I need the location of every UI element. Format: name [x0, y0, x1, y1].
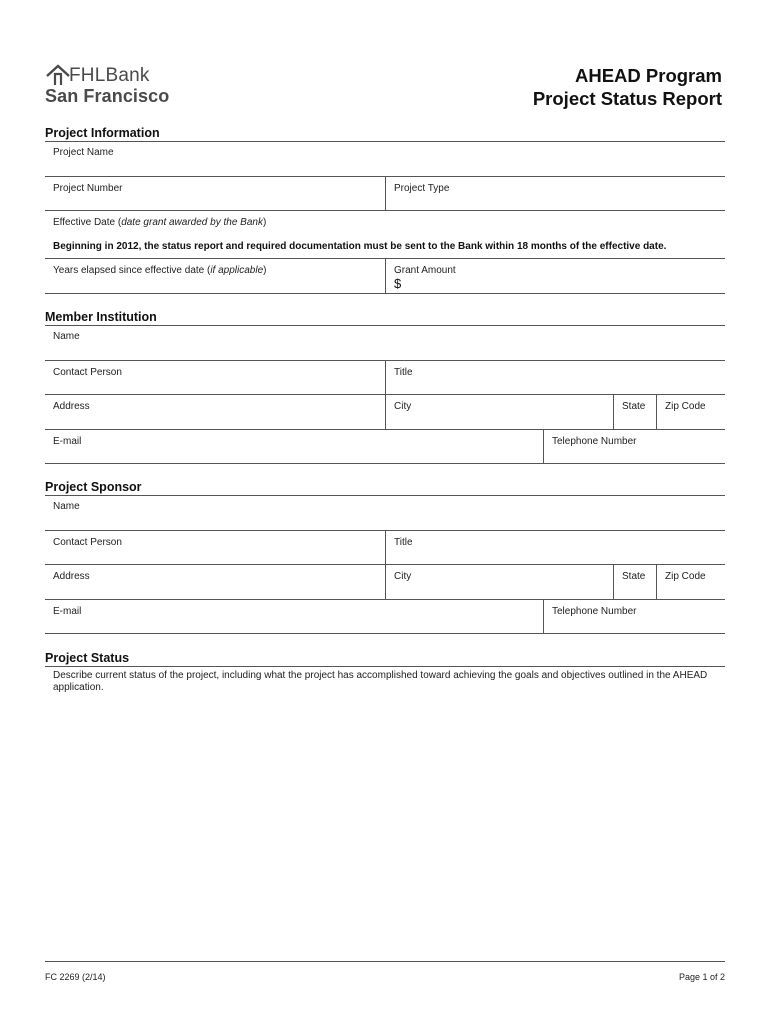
project-name-label: Project Name — [53, 147, 114, 158]
sponsor-contact-person-field[interactable] — [45, 531, 385, 565]
sponsor-zip-label: Zip Code — [665, 571, 706, 582]
project-name-field[interactable] — [45, 141, 725, 177]
member-name-field[interactable] — [45, 325, 725, 361]
form-number: FC 2269 (2/14) — [45, 972, 106, 982]
grant-amount-label: Grant Amount — [394, 265, 456, 276]
sponsor-address-label: Address — [53, 571, 90, 582]
sponsor-city-label: City — [394, 571, 412, 582]
submission-deadline-notice: Beginning in 2012, the status report and required documentation must be sent to the Bank within 18 months of the effective date. — [53, 241, 667, 252]
sponsor-contact-person-label: Contact Person — [53, 537, 122, 548]
member-contact-person-field[interactable] — [45, 361, 385, 395]
years-elapsed-label: Years elapsed since effective date (if applicable) — [53, 265, 267, 276]
title-line-report: Project Status Report — [532, 88, 722, 109]
logo-text-fhlbank: FHLBank — [69, 65, 150, 86]
sponsor-city-field[interactable] — [385, 565, 613, 600]
page-number: Page 1 of 2 — [678, 972, 725, 982]
member-title-field[interactable] — [385, 361, 725, 395]
sponsor-telephone-field[interactable] — [543, 600, 725, 634]
sponsor-email-field[interactable] — [45, 600, 543, 634]
grant-amount-field[interactable] — [385, 259, 725, 294]
member-zip-label: Zip Code — [665, 401, 706, 412]
currency-symbol: $ — [394, 276, 402, 291]
sponsor-email-label: E-mail — [53, 606, 82, 617]
section-heading-project-information: Project Information — [45, 126, 160, 140]
project-type-field[interactable] — [385, 177, 725, 211]
sponsor-state-field[interactable] — [613, 565, 656, 600]
member-city-field[interactable] — [385, 395, 613, 430]
member-telephone-label: Telephone Number — [552, 436, 637, 447]
sponsor-telephone-label: Telephone Number — [552, 606, 637, 617]
section-heading-member-institution: Member Institution — [45, 310, 157, 324]
member-state-label: State — [622, 401, 646, 412]
years-elapsed-field[interactable] — [45, 259, 385, 294]
member-contact-person-label: Contact Person — [53, 367, 122, 378]
sponsor-state-label: State — [622, 571, 646, 582]
project-number-label: Project Number — [53, 183, 123, 194]
project-status-text-area[interactable] — [45, 700, 725, 955]
member-zip-field[interactable] — [656, 395, 725, 430]
house-roof-icon — [45, 64, 71, 86]
section-heading-project-status: Project Status — [45, 651, 130, 665]
member-city-label: City — [394, 401, 412, 412]
sponsor-zip-field[interactable] — [656, 565, 725, 600]
effective-date-label: Effective Date (date grant awarded by the Bank) — [53, 217, 267, 228]
member-email-field[interactable] — [45, 430, 543, 464]
sponsor-name-field[interactable] — [45, 495, 725, 531]
project-type-label: Project Type — [394, 183, 450, 194]
member-address-label: Address — [53, 401, 90, 412]
sponsor-address-field[interactable] — [45, 565, 385, 600]
member-state-field[interactable] — [613, 395, 656, 430]
member-telephone-field[interactable] — [543, 430, 725, 464]
section-heading-project-sponsor: Project Sponsor — [45, 480, 142, 494]
section-divider — [45, 666, 725, 667]
title-line-program: AHEAD Program — [575, 65, 722, 86]
sponsor-title-field[interactable] — [385, 531, 725, 565]
page-title — [533, 64, 722, 110]
member-title-label: Title — [394, 367, 413, 378]
member-email-label: E-mail — [53, 436, 82, 447]
project-number-field[interactable] — [45, 177, 385, 211]
project-status-description: Describe current status of the project, including what the project has accomplished toward achieving the goals and objectives outlined in the AHEAD application. — [53, 670, 708, 693]
member-address-field[interactable] — [45, 395, 385, 430]
footer-divider — [45, 961, 725, 962]
logo-text-san-francisco: San Francisco — [45, 86, 170, 106]
member-name-label: Name — [53, 331, 80, 342]
sponsor-title-label: Title — [394, 537, 413, 548]
sponsor-name-label: Name — [53, 501, 80, 512]
fhlbank-logo — [45, 62, 175, 107]
